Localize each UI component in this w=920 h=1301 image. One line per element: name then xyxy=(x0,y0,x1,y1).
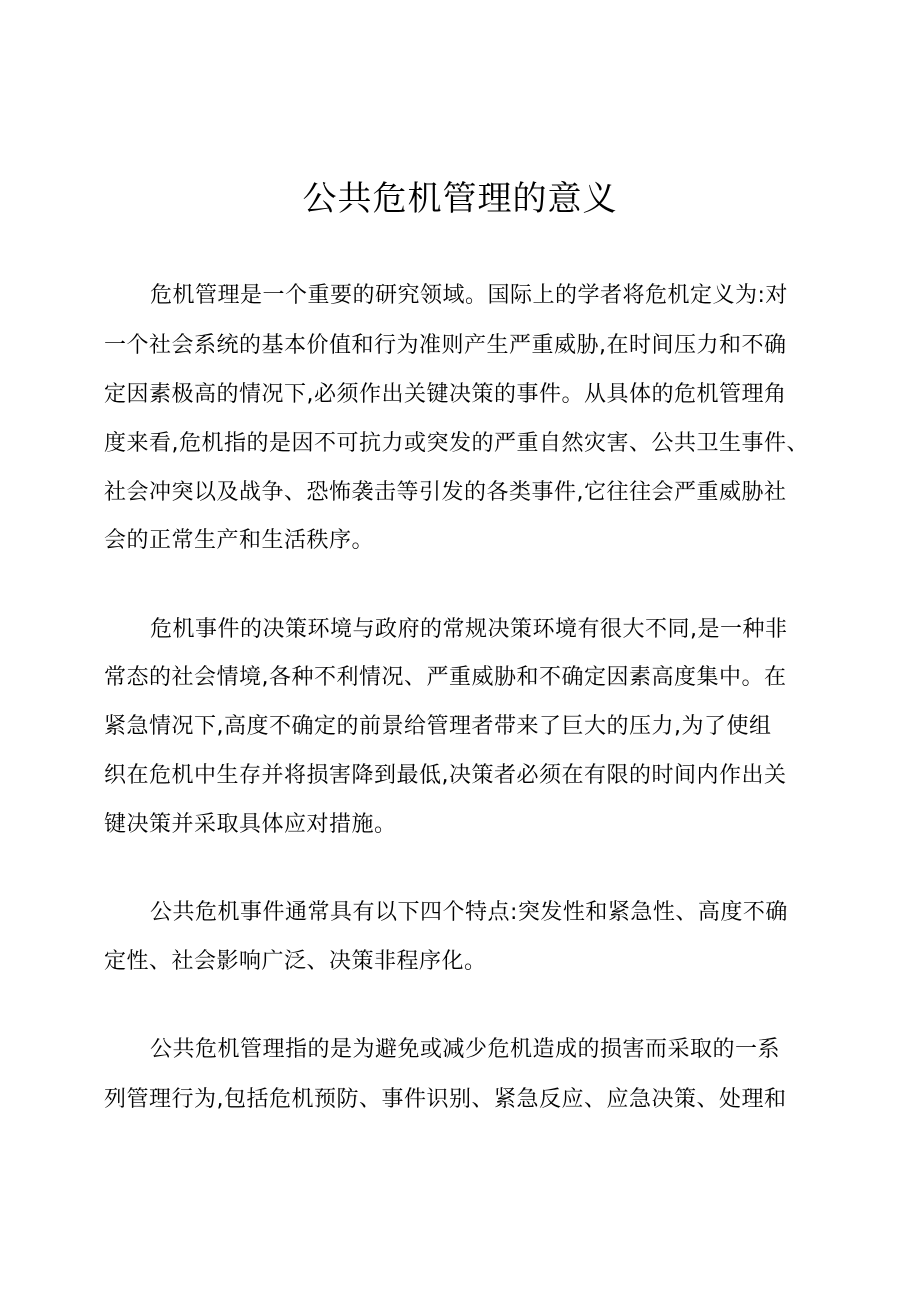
paragraph-line: 一个社会系统的基本价值和行为准则产生严重威胁,在时间压力和不确 xyxy=(104,333,787,358)
paragraph-line: 织在危机中生存并将损害降到最低,决策者必须在有限的时间内作出关 xyxy=(104,763,787,788)
paragraph-line: 危机事件的决策环境与政府的常规决策环境有很大不同,是一种非 xyxy=(150,617,788,642)
paragraph-line: 键决策并采取具体应对措施。 xyxy=(104,812,397,837)
paragraph-line: 紧急情况下,高度不确定的前景给管理者带来了巨大的压力,为了使组 xyxy=(104,714,772,739)
paragraph-line: 社会冲突以及战争、恐怖袭击等引发的各类事件,它往往会严重威胁社 xyxy=(104,480,787,505)
paragraph-line: 定性、社会影响广泛、决策非程序化。 xyxy=(104,949,487,974)
paragraph-line: 公共危机事件通常具有以下四个特点:突发性和紧急性、高度不确 xyxy=(150,900,788,925)
document-title: 公共危机管理的意义 xyxy=(302,179,618,219)
paragraph-line: 危机管理是一个重要的研究领域。国际上的学者将危机定义为:对 xyxy=(150,283,788,308)
paragraph-line: 公共危机管理指的是为避免或减少危机造成的损害而采取的一系 xyxy=(150,1037,781,1062)
paragraph-line: 定因素极高的情况下,必须作出关键决策的事件。从具体的危机管理角 xyxy=(104,382,787,407)
paragraph-line: 列管理行为,包括危机预防、事件识别、紧急反应、应急决策、处理和 xyxy=(104,1087,787,1112)
paragraph-line: 常态的社会情境,各种不利情况、严重威胁和不确定因素高度集中。在 xyxy=(104,665,787,690)
paragraph-line: 会的正常生产和生活秩序。 xyxy=(104,528,375,553)
paragraph-line: 度来看,危机指的是因不可抗力或突发的严重自然灾害、公共卫生事件、 xyxy=(104,431,809,456)
